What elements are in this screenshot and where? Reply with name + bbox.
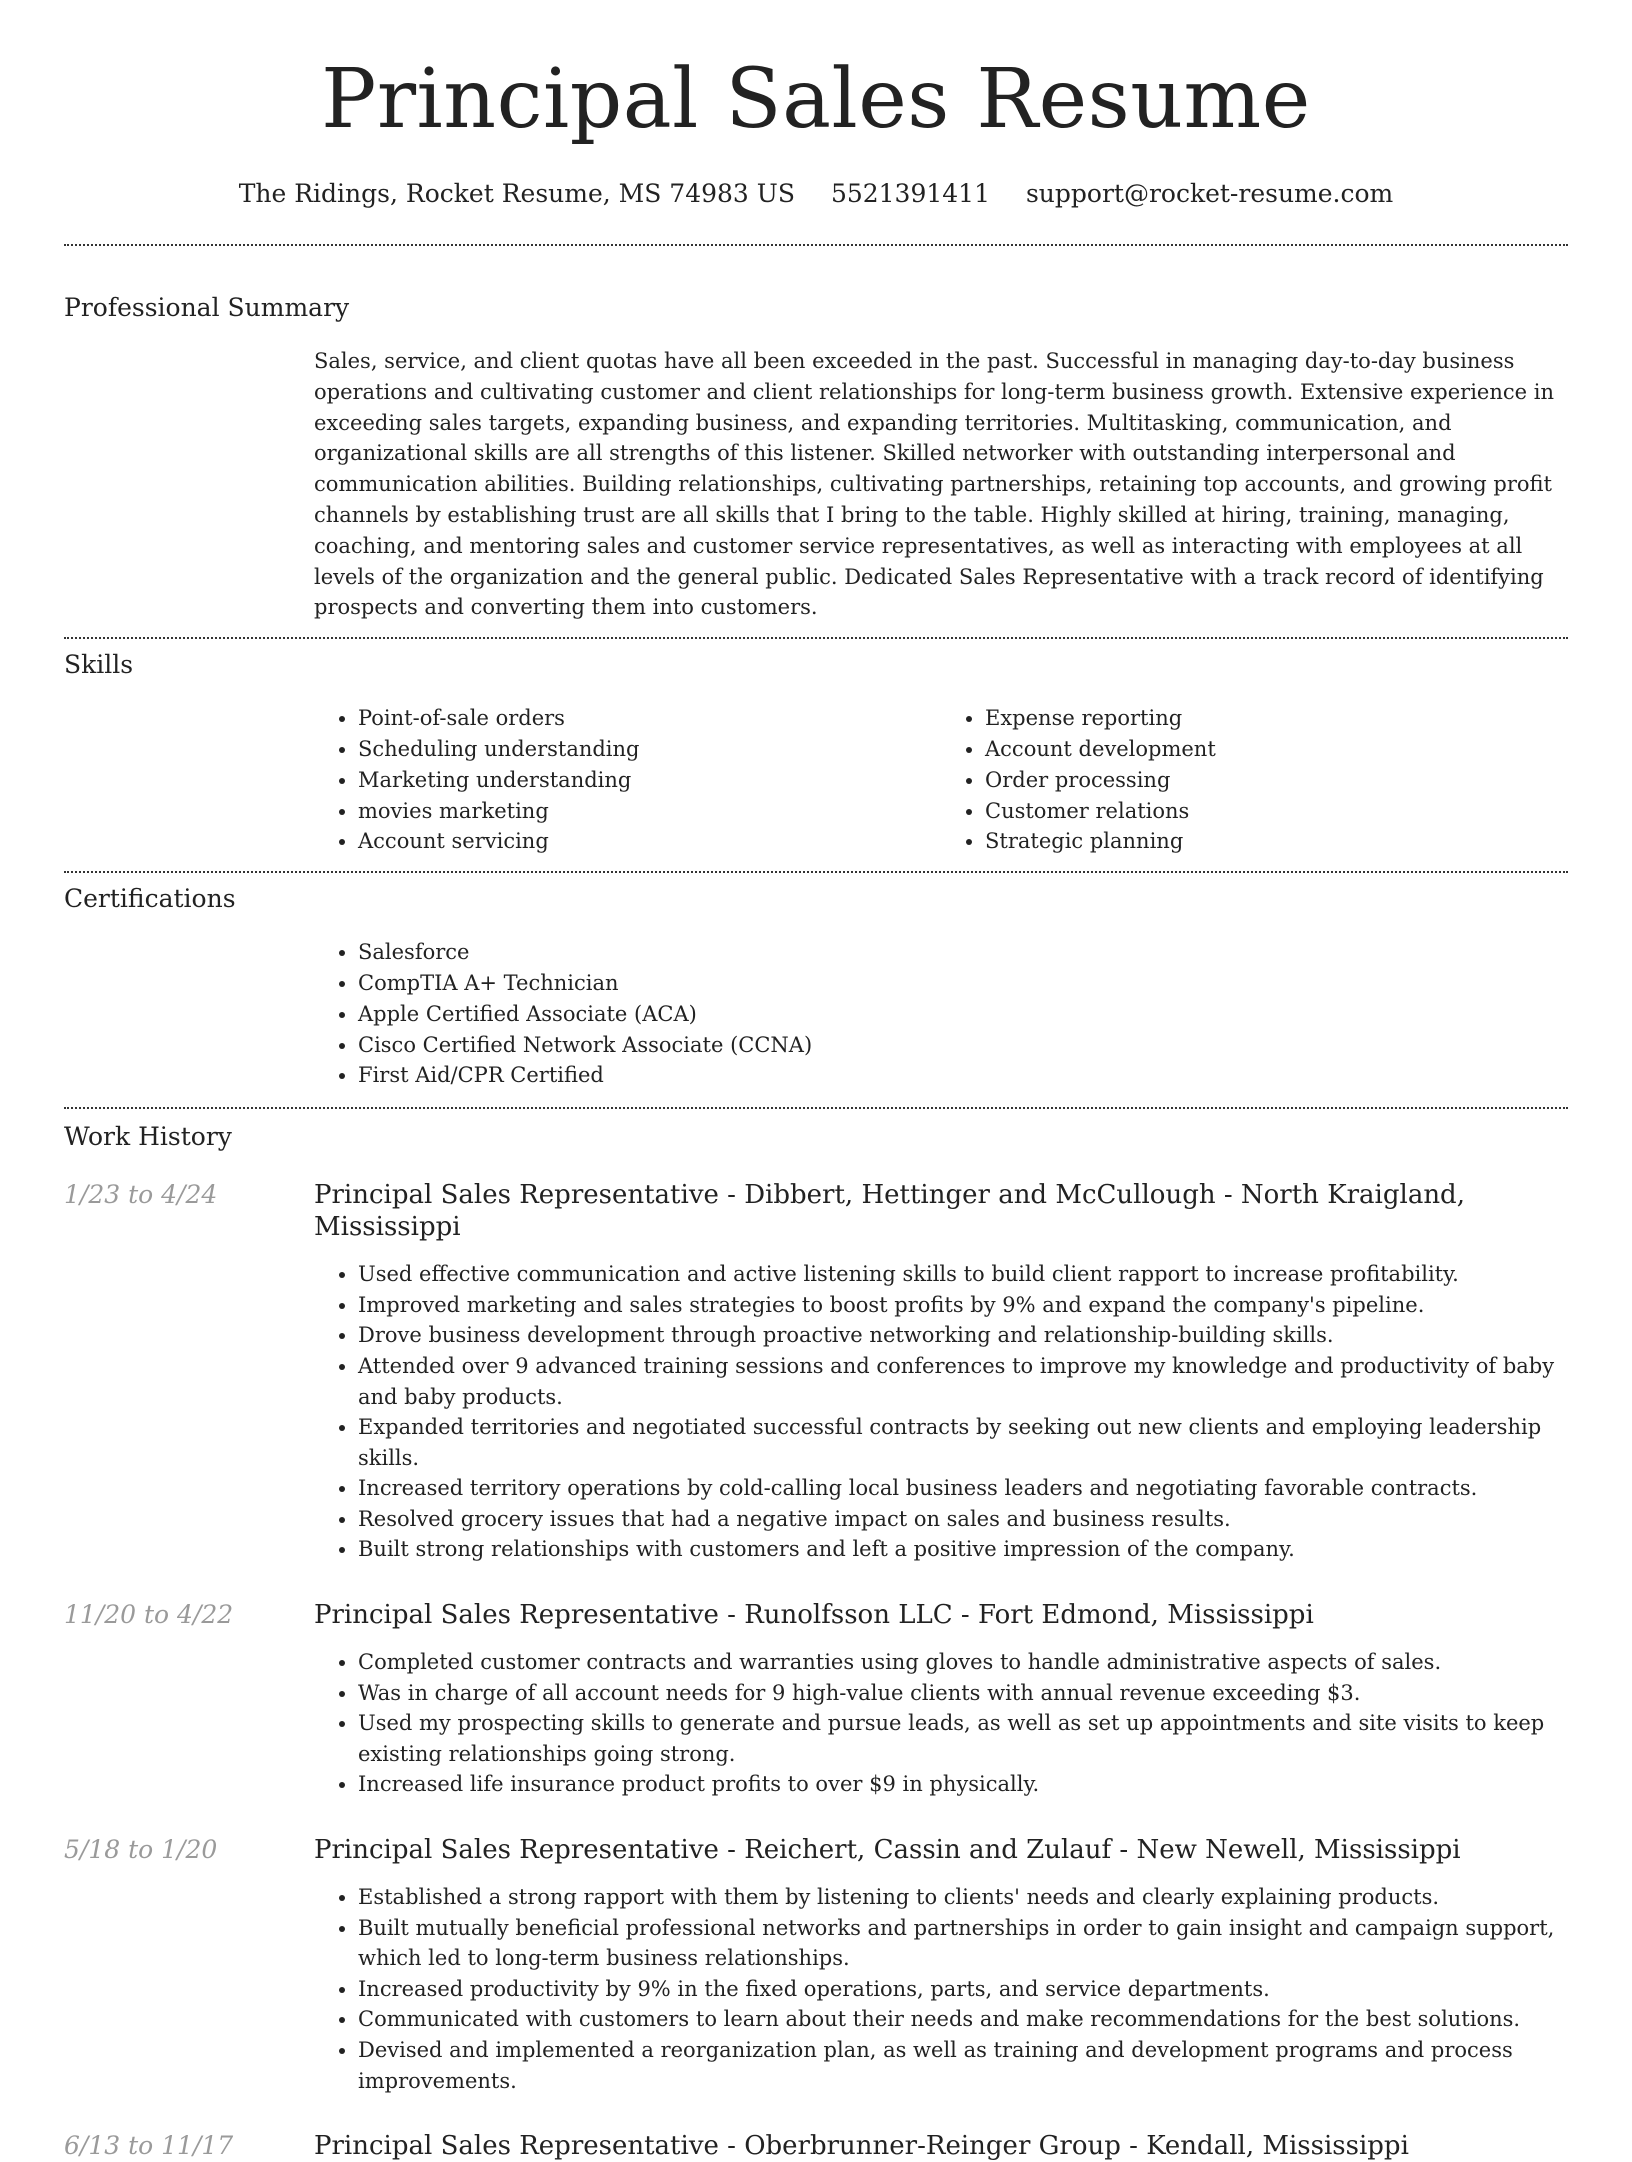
summary-text: Sales, service, and client quotas have all been exceeded in the past. Successful in managing day-to-day business operations and cultivating customer and client relationships for long-term business growth. Extensive experience in exceeding sales targets, expanding business, and expanding territories. Multitasking, communication, and organizational skills are all strengths of this listener. Skilled networker with outstanding interpersonal and communication abilities. Building relationships, cultivating partnerships, retaining top accounts, and growing profit channels by establishing trust are all skills that I bring to the table. Highly skilled at hiring, training, managing, coaching, and mentoring sales and customer service representatives, as well as interacting with employees at all levels of the organization and the general public. Dedicated Sales Representative with a track record of identifying prospects and converting them into customers. — [314, 349, 1554, 620]
certifications-list — [314, 937, 1568, 1091]
job-bullet: • Was in charge of all account needs for 9 high-value clients with annual revenue exceeding $3. — [358, 1678, 1568, 1709]
skills-heading: Skills — [64, 650, 134, 680]
contact-email: support@rocket-resume.com — [1025, 179, 1394, 208]
job-dates: 11/20 to 4/22 — [64, 1600, 234, 1630]
certification-item: • Salesforce — [358, 937, 1568, 968]
skill-item: • Account development — [985, 734, 1568, 765]
skill-item: • Order processing — [985, 765, 1568, 796]
job-bullet: • Completed customer contracts and warranties using gloves to handle administrative aspects of sales. — [358, 1647, 1568, 1678]
job-bullet: • Built mutually beneficial professional networks and partnerships in order to gain insight and campaign support, which led to long-term business relationships. — [358, 1913, 1568, 1974]
certification-item: • Cisco Certified Network Associate (CCNA) — [358, 1030, 1568, 1061]
contact-line — [64, 178, 1568, 210]
job-bullet: • Attended over 9 advanced training sessions and conferences to improve my knowledge and productivity of baby and baby products. — [358, 1351, 1568, 1412]
job-bullet: • Built strong relationships with customers and left a positive impression of the company. — [358, 1534, 1568, 1565]
job-bullets — [314, 1882, 1568, 2096]
job-bullet: • Increased life insurance product profits to over $9 in physically. — [358, 1769, 1568, 1800]
job-entry — [64, 1179, 1568, 1565]
job-heading: Principal Sales Representative - Oberbrunner-Reinger Group - Kendall, Mississippi — [314, 2131, 1409, 2162]
job-bullet: • Increased productivity by 9% in the fixed operations, parts, and service departments. — [358, 1974, 1568, 2005]
job-bullet: • Resolved grocery issues that had a negative impact on sales and business results. — [358, 1504, 1568, 1535]
job-bullet: • Expanded territories and negotiated successful contracts by seeking out new clients and employing leadership skills. — [358, 1412, 1568, 1473]
job-bullets — [314, 1647, 1568, 1800]
skills-list — [314, 703, 1568, 857]
certifications-section — [64, 873, 1568, 1091]
job-bullet: • Improved marketing and sales strategies to boost profits by 9% and expand the company's pipeline. — [358, 1290, 1568, 1321]
summary-content — [314, 346, 1568, 623]
certification-item: • CompTIA A+ Technician — [358, 968, 1568, 999]
job-bullet: • Established a strong rapport with them by listening to clients' needs and clearly explaining products. — [358, 1882, 1568, 1913]
certification-item: • First Aid/CPR Certified — [358, 1060, 1568, 1091]
contact-phone: 5521391411 — [830, 179, 990, 208]
summary-section — [64, 246, 1568, 623]
job-entry — [64, 1834, 1568, 2096]
certifications-items — [314, 937, 1568, 1091]
skills-left-column — [314, 703, 941, 857]
skill-item: • Customer relations — [985, 796, 1568, 827]
skill-item: • Strategic planning — [985, 826, 1568, 857]
summary-heading: Professional Summary — [64, 293, 350, 322]
certification-item: • Apple Certified Associate (ACA) — [358, 999, 1568, 1030]
job-heading: Principal Sales Representative - Runolfsson LLC - Fort Edmond, Mississippi — [314, 1600, 1314, 1631]
skill-item: • Account servicing — [358, 826, 941, 857]
job-bullet: • Increased territory operations by cold-calling local business leaders and negotiating favorable contracts. — [358, 1473, 1568, 1504]
skills-section — [64, 639, 1568, 857]
certifications-heading: Certifications — [64, 884, 236, 914]
job-bullet: • Devised and implemented a reorganization plan, as well as training and development programs and process improvements. — [358, 2035, 1568, 2096]
job-bullets — [314, 1259, 1568, 1565]
job-dates: 6/13 to 11/17 — [64, 2131, 234, 2161]
resume-title: Principal Sales Resume — [321, 52, 1311, 147]
job-bullet: • Drove business development through proactive networking and relationship-building skills. — [358, 1320, 1568, 1351]
job-heading: Principal Sales Representative - Reichert, Cassin and Zulauf - New Newell, Mississippi — [314, 1835, 1461, 1866]
skill-item: • Marketing understanding — [358, 765, 941, 796]
job-dates: 5/18 to 1/20 — [64, 1835, 218, 1865]
skill-item: • movies marketing — [358, 796, 941, 827]
skill-item: • Expense reporting — [985, 703, 1568, 734]
job-bullet: • Used my prospecting skills to generate and pursue leads, as well as set up appointments and site visits to keep existing relationships going strong. — [358, 1708, 1568, 1769]
contact-address: The Ridings, Rocket Resume, MS 74983 US — [238, 179, 795, 208]
skill-item: • Scheduling understanding — [358, 734, 941, 765]
job-bullet: • Used effective communication and active listening skills to build client rapport to increase profitability. — [358, 1259, 1568, 1290]
job-dates: 1/23 to 4/24 — [64, 1180, 218, 1210]
job-heading: Principal Sales Representative - Dibbert, Hettinger and McCullough - North Kraigland, Mississippi — [314, 1180, 1465, 1243]
skill-item: • Point-of-sale orders — [358, 703, 941, 734]
job-entry — [64, 2130, 1568, 2162]
work-history-section — [64, 1109, 1568, 2162]
resume-page — [64, 0, 1568, 2162]
skills-right-column — [941, 703, 1568, 857]
job-entry — [64, 1599, 1568, 1800]
job-bullet: • Communicated with customers to learn about their needs and make recommendations for the best solutions. — [358, 2004, 1568, 2035]
work-history-heading: Work History — [64, 1122, 232, 1152]
